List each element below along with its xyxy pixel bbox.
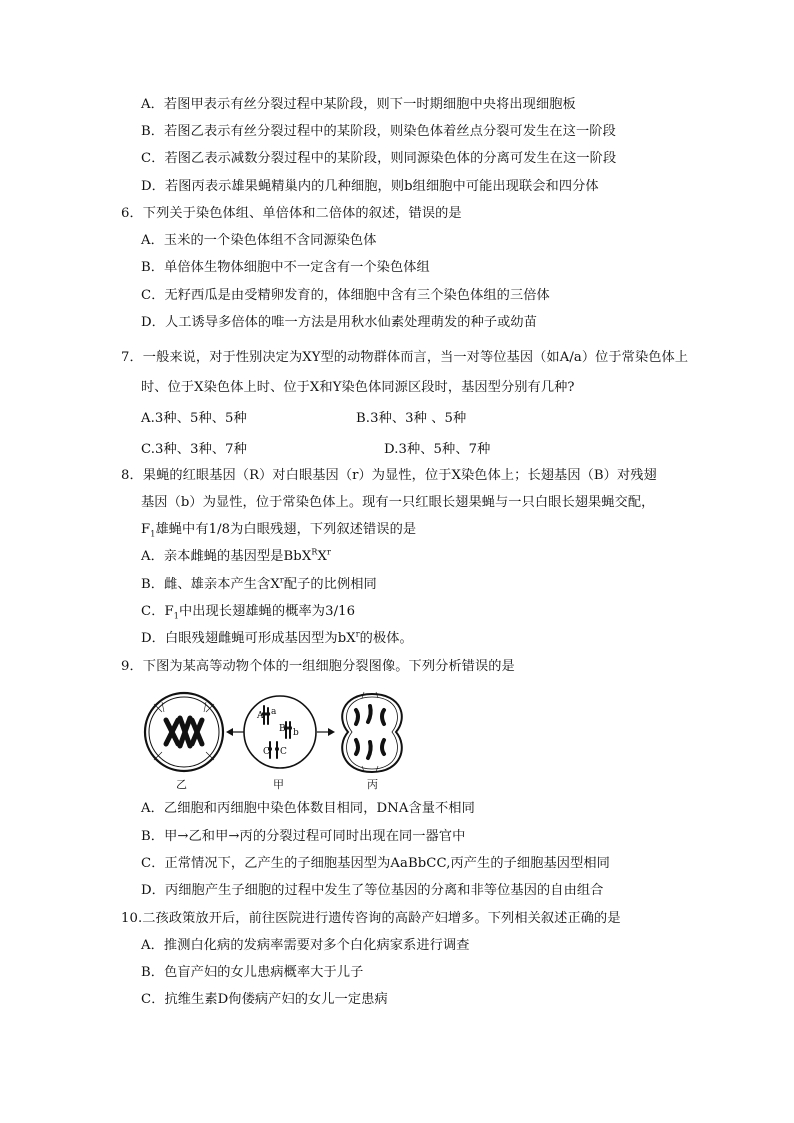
q7-option-a: A.3种、5种、5种 [141, 411, 247, 426]
arrow-jia-to-yi [226, 728, 244, 736]
q6-option-c: C．无籽西瓜是由受精卵发育的，体细胞中含有三个染色体组的三倍体 [141, 288, 550, 303]
q5-option-b: B．若图乙表示有丝分裂过程中的某阶段，则染色体着丝点分裂可发生在这一阶段 [141, 124, 616, 139]
q7-option-c: C.3种、3种、7种 [141, 442, 247, 457]
cell-bing [342, 692, 402, 772]
gene-label-c-left: C [263, 747, 270, 757]
q7-stem-line2: 时、位于X染色体上时、位于X和Y染色体同源区段时，基因型分别有几种? [141, 380, 575, 395]
gene-label-b-upper: B [279, 724, 286, 734]
q10-option-a: A．推测白化病的发病率需要对多个白化病家系进行调查 [141, 938, 470, 953]
cell-division-figure [140, 688, 420, 792]
gene-label-a-lower: a [271, 707, 277, 717]
q8-option-a: A．亲本雌蝇的基因型是$BbX^RX^r$ [141, 547, 331, 564]
q9-option-c: C．正常情况下，乙产生的子细胞基因型为AaBbCC,丙产生的子细胞基因型相同 [141, 856, 610, 871]
q6-option-a: A．玉米的一个染色体组不含同源染色体 [141, 233, 377, 248]
q10-option-c: C．抗维生素D佝偻病产妇的女儿一定患病 [141, 992, 388, 1007]
cell-yi [145, 693, 223, 771]
q5-option-c: C．若图乙表示减数分裂过程中的某阶段，则同源染色体的分离可发生在这一阶段 [141, 151, 617, 166]
gene-label-a-upper: A [257, 711, 264, 721]
q8-stem-line1: 8．果蝇的红眼基因（R）对白眼基因（r）为显性，位于X染色体上；长翅基因（B）对残翅 [121, 468, 657, 483]
label-bing: 丙 [367, 778, 378, 791]
label-yi: 乙 [176, 778, 187, 791]
q9-option-b: B．甲→乙和甲→丙的分裂过程可同时出现在同一器官中 [141, 829, 466, 844]
q8-option-c: C．$F_1$中出现长翅雄蝇的概率为3/16 [141, 604, 356, 621]
q9-option-d: D．丙细胞产生子细胞的过程中发生了等位基因的分离和非等位基因的自由组合 [141, 883, 604, 898]
q7-option-d: D.3种、5种、7种 [384, 442, 491, 457]
q7-option-b: B.3种、3种 、5种 [356, 411, 467, 426]
q6-option-b: B．单倍体生物体细胞中不一定含有一个染色体组 [141, 260, 430, 275]
q8-stem-line2: 基因（b）为显性，位于常染色体上。现有一只红眼长翅果蝇与一只白眼长翅果蝇交配， [141, 495, 655, 510]
q6-option-d: D．人工诱导多倍体的唯一方法是用秋水仙素处理萌发的种子或幼苗 [141, 315, 538, 330]
q6-stem: 6．下列关于染色体组、单倍体和二倍体的叙述，错误的是 [121, 206, 462, 221]
q10-stem: 10.二孩政策放开后，前往医院进行遗传咨询的高龄产妇增多。下列相关叙述正确的是 [121, 911, 621, 926]
arrow-jia-to-bing [317, 728, 335, 736]
q9-stem: 9．下图为某高等动物个体的一组细胞分裂图像。下列分析错误的是 [121, 659, 515, 674]
label-jia: 甲 [273, 778, 284, 791]
q5-option-d: D．若图丙表示雄果蝇精巢内的几种细胞，则b组细胞中可能出现联会和四分体 [141, 179, 599, 194]
q8-option-b: B．雌、雄亲本产生含$X^r$配子的比例相同 [141, 575, 377, 592]
gene-label-b-lower: b [293, 728, 299, 738]
q8-option-d: D．白眼残翅雌蝇可形成基因型为$bX^r$的极体。 [141, 629, 413, 646]
q5-option-a: A．若图甲表示有丝分裂过程中某阶段，则下一时期细胞中央将出现细胞板 [141, 97, 576, 112]
gene-label-c-right: C [280, 747, 287, 757]
cell-jia [244, 696, 316, 768]
q10-option-b: B．色盲产妇的女儿患病概率大于儿子 [141, 965, 364, 980]
q9-option-a: A．乙细胞和丙细胞中染色体数目相同，DNA含量不相同 [141, 801, 475, 816]
q7-stem-line1: 7．一般来说，对于性别决定为XY型的动物群体而言，当一对等位基因（如A/a）位于常染色体上 [121, 350, 689, 365]
q8-stem-line3: $F_1$雄蝇中有1/8为白眼残翅，下列叙述错误的是 [141, 522, 417, 539]
